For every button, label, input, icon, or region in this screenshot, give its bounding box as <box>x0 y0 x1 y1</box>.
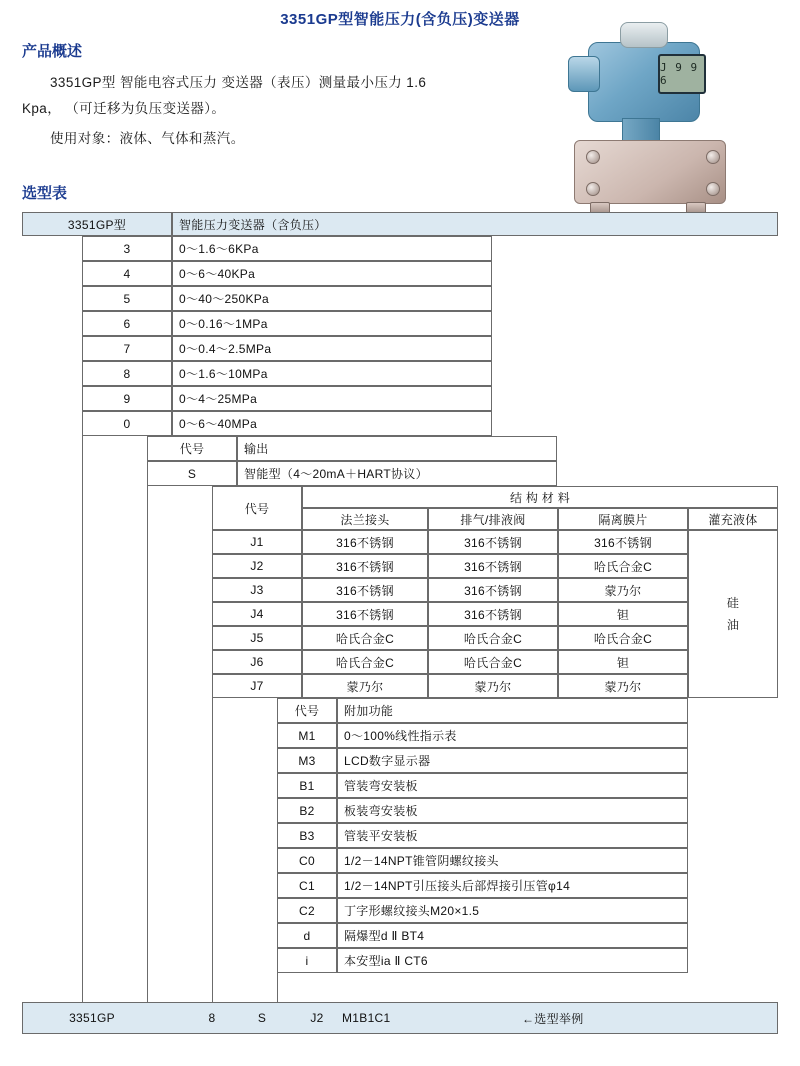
material-diaphragm: 哈氏合金C <box>558 626 688 650</box>
range-code: 9 <box>82 386 172 411</box>
range-code: 4 <box>82 261 172 286</box>
extra-value: 管装弯安装板 <box>337 773 688 798</box>
model-code-cell: 3351GP型 <box>22 212 172 236</box>
range-code: 8 <box>82 361 172 386</box>
range-code: 5 <box>82 286 172 311</box>
housing-cap <box>568 56 600 92</box>
extra-value: 丁字形螺纹接头M20×1.5 <box>337 898 688 923</box>
extra-code: M3 <box>277 748 337 773</box>
materials-code-label: 代号 <box>212 486 302 530</box>
material-code: J6 <box>212 650 302 674</box>
range-value: 0～4～25MPa <box>172 386 492 411</box>
material-code: J3 <box>212 578 302 602</box>
material-valve: 316不锈钢 <box>428 602 558 626</box>
extra-code: C2 <box>277 898 337 923</box>
extra-value: 板装弯安装板 <box>337 798 688 823</box>
material-valve: 316不锈钢 <box>428 554 558 578</box>
range-value: 0～0.4～2.5MPa <box>172 336 492 361</box>
fill-fluid-line-1: 硅 <box>726 596 740 610</box>
extra-code: M1 <box>277 723 337 748</box>
extra-code: C1 <box>277 873 337 898</box>
fill-fluid-cell <box>688 530 778 698</box>
extra-value: 隔爆型d Ⅱ BT4 <box>337 923 688 948</box>
material-valve: 哈氏合金C <box>428 626 558 650</box>
materials-col-flange: 法兰接头 <box>302 508 428 530</box>
example-extras: M1B1C1 <box>342 1011 391 1025</box>
range-value: 0～6～40KPa <box>172 261 492 286</box>
range-code: 0 <box>82 411 172 436</box>
extra-value: LCD数字显示器 <box>337 748 688 773</box>
material-valve: 316不锈钢 <box>428 530 558 554</box>
section-heading-overview: 产品概述 <box>22 43 83 60</box>
extra-value: 本安型ia Ⅱ CT6 <box>337 948 688 973</box>
example-material: J2 <box>310 1011 324 1025</box>
overview-paragraph-1: 3351GP型 智能电容式压力 变送器（表压）测量最小压力 1.6 Kpa， （可迁移为负压变送器）。 <box>22 75 427 116</box>
extra-value: 0～100%线性指示表 <box>337 723 688 748</box>
material-diaphragm: 蒙乃尔 <box>558 674 688 698</box>
page-title: 3351GP型智能压力(含负压)变送器 <box>280 11 520 28</box>
material-flange: 哈氏合金C <box>302 650 428 674</box>
extra-value: 1/2－14NPT引压接头后部焊接引压管φ14 <box>337 873 688 898</box>
example-note: ←选型举例 <box>522 1011 584 1026</box>
extras-code-label: 代号 <box>277 698 337 723</box>
output-title: 输出 <box>237 436 557 461</box>
fill-fluid-line-2: 油 <box>726 618 740 632</box>
material-diaphragm: 哈氏合金C <box>558 554 688 578</box>
example-model: 3351GP <box>69 1011 115 1025</box>
overview-paragraph-2: 使用对象：液体、气体和蒸汽。 <box>50 131 245 146</box>
range-code: 3 <box>82 236 172 261</box>
material-flange: 哈氏合金C <box>302 626 428 650</box>
output-code-label: 代号 <box>147 436 237 461</box>
materials-group-title: 结 构 材 料 <box>302 486 778 508</box>
material-code: J5 <box>212 626 302 650</box>
range-value: 0～1.6～10MPa <box>172 361 492 386</box>
guide-line-model <box>82 236 83 1018</box>
materials-col-valve: 排气/排液阀 <box>428 508 558 530</box>
example-range: 8 <box>208 1011 216 1025</box>
range-code: 6 <box>82 311 172 336</box>
extra-code: d <box>277 923 337 948</box>
range-value: 0～0.16～1MPa <box>172 311 492 336</box>
guide-line-material <box>277 698 278 1018</box>
material-valve: 蒙乃尔 <box>428 674 558 698</box>
model-desc-cell: 智能压力变送器（含负压） <box>172 212 778 236</box>
extra-code: i <box>277 948 337 973</box>
extra-value: 管装平安装板 <box>337 823 688 848</box>
range-value: 0～6～40MPa <box>172 411 492 436</box>
material-code: J1 <box>212 530 302 554</box>
section-heading-selection-table: 选型表 <box>22 185 68 202</box>
range-code: 7 <box>82 336 172 361</box>
material-diaphragm: 钽 <box>558 650 688 674</box>
example-output: S <box>257 1011 267 1025</box>
output-row-value: 智能型（4～20mA＋HART协议） <box>237 461 557 486</box>
bolt-icon <box>586 150 600 164</box>
extras-title: 附加功能 <box>337 698 688 723</box>
material-valve: 316不锈钢 <box>428 578 558 602</box>
materials-col-diaphragm: 隔离膜片 <box>558 508 688 530</box>
material-flange: 316不锈钢 <box>302 530 428 554</box>
bolt-icon <box>706 150 720 164</box>
material-flange: 蒙乃尔 <box>302 674 428 698</box>
output-row-code: S <box>147 461 237 486</box>
material-flange: 316不锈钢 <box>302 578 428 602</box>
guide-line-output <box>212 486 213 1018</box>
cable-gland <box>620 22 668 48</box>
bolt-icon <box>706 182 720 196</box>
range-value: 0～40～250KPa <box>172 286 492 311</box>
extra-code: B3 <box>277 823 337 848</box>
bolt-icon <box>586 182 600 196</box>
material-code: J7 <box>212 674 302 698</box>
material-diaphragm: 316不锈钢 <box>558 530 688 554</box>
extra-code: B2 <box>277 798 337 823</box>
material-flange: 316不锈钢 <box>302 554 428 578</box>
material-code: J2 <box>212 554 302 578</box>
product-photo <box>560 20 790 220</box>
material-diaphragm: 蒙乃尔 <box>558 578 688 602</box>
selection-table <box>22 212 778 1042</box>
extra-code: B1 <box>277 773 337 798</box>
material-code: J4 <box>212 602 302 626</box>
lcd-display: J 9 9 6 <box>658 54 706 94</box>
guide-line-range <box>147 436 148 1018</box>
material-diaphragm: 钽 <box>558 602 688 626</box>
material-flange: 316不锈钢 <box>302 602 428 626</box>
range-value: 0～1.6～6KPa <box>172 236 492 261</box>
material-valve: 哈氏合金C <box>428 650 558 674</box>
materials-col-fill: 灌充液体 <box>688 508 778 530</box>
extra-value: 1/2－14NPT锥管阴螺纹接头 <box>337 848 688 873</box>
extra-code: C0 <box>277 848 337 873</box>
